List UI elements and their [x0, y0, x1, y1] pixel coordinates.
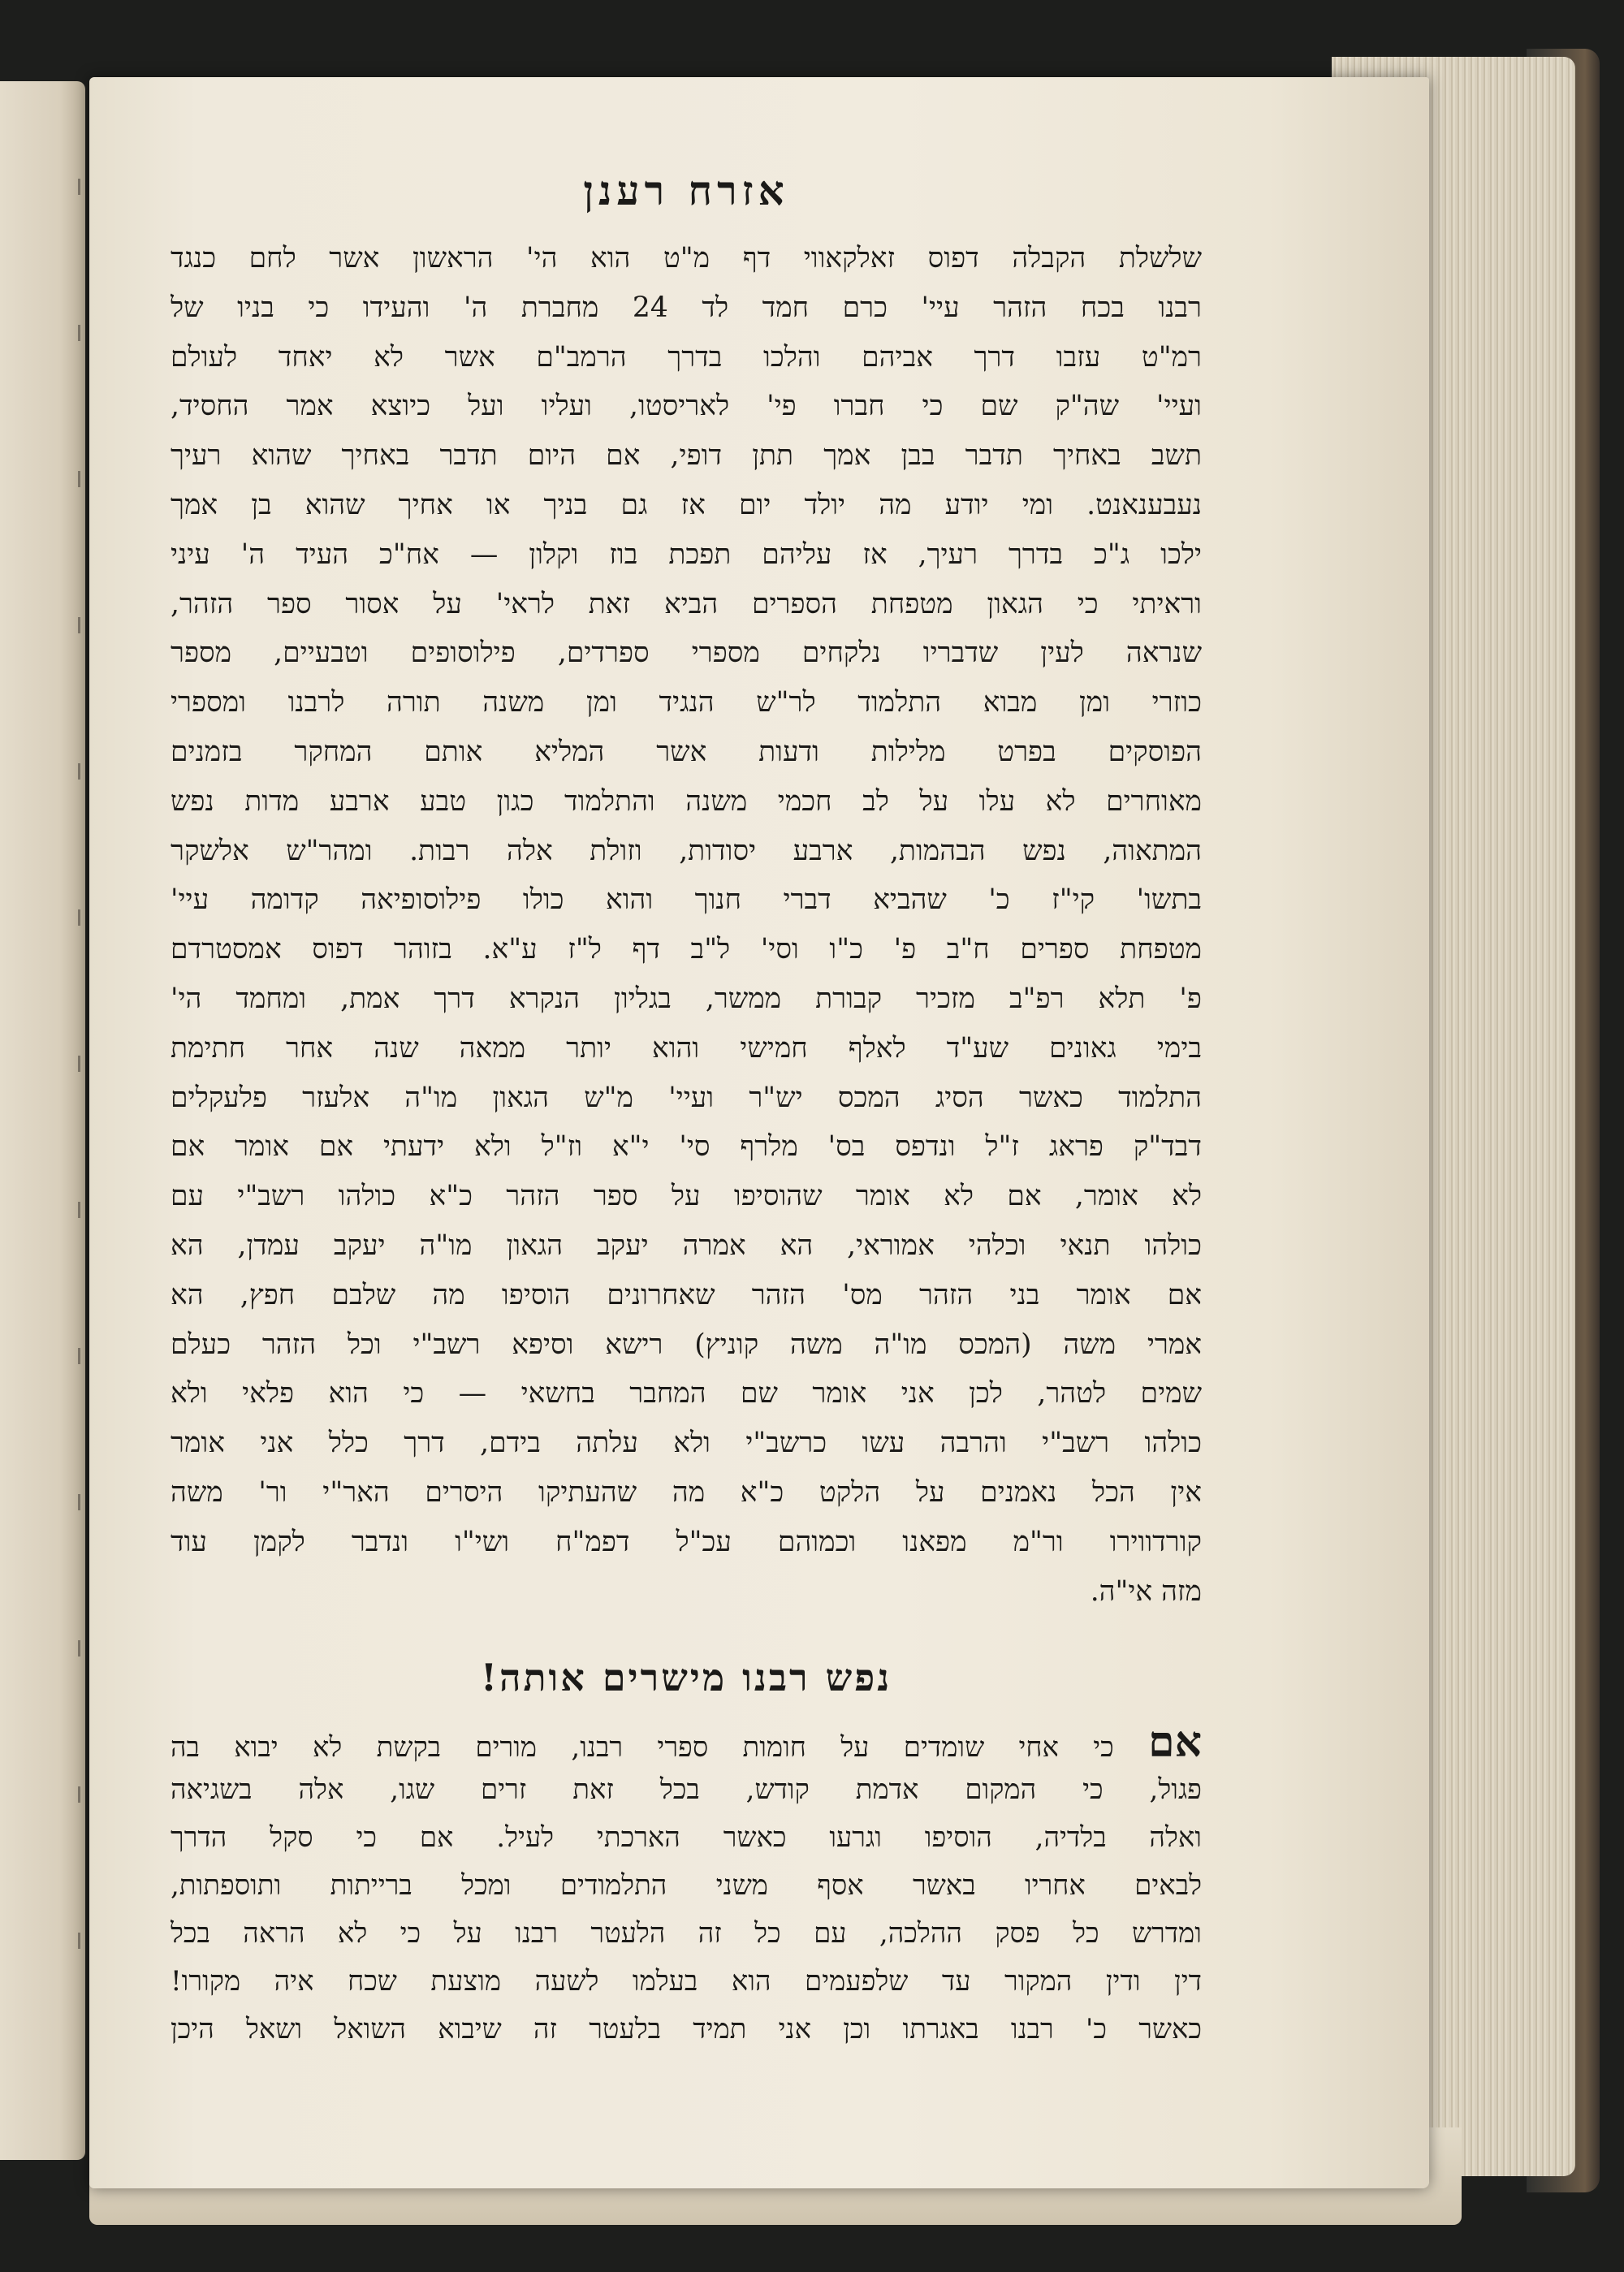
text-line: כאשר כ' רבנו באגרתו וכן אני תמיד בלעטר זה שיבוא השואל ושאל היכן — [171, 2013, 1202, 2046]
text-line: אם אומר בני הזהר מס' הזהר שאחרונים הוסיפו מה שלבם חפץ, הא — [171, 1278, 1202, 1311]
text-line: קורדווירו ור"מ מפאנו וכמוהם עכ"ל דפמ"ח ושי"ו ונדבר לקמן עוד — [171, 1525, 1202, 1558]
text-line: בתשו' קי"ז כ' שהביא דברי חנוך והוא כולו פילוסופיאה קדומה עיי' — [171, 883, 1202, 917]
text-line: הפוסקים בפרט מלילות ודעות אשר המליא אותם המחקר בזמנים — [171, 735, 1202, 768]
text-line: שלשלת הקבלה דפוס זאלקאווי דף מ"ט הוא הי' הראשון אשר לחם כנגד — [171, 242, 1202, 274]
text-line-first — [171, 1718, 1202, 1766]
text-line: מאוחרים לא עלו על לב חכמי משנה והתלמוד כגון טבע ארבע מדות נפש — [171, 784, 1202, 818]
running-title: אזרח רענן — [583, 166, 789, 214]
text-line: דין ודין המקור עד שלפעמים הוא בעלמו לשעה מוצעת שכח איה מקורו! — [171, 1965, 1202, 1998]
section-heading: נפש רבנו מישרים אותה! — [480, 1656, 892, 1700]
text-line: נעבענאנט. ומי יודע מה יולד יום אז גם בניך או אחיך שהוא בן אמך — [171, 488, 1202, 521]
text-line: רבנו בכח הזהר עיי' כרם חמד לד 24 מחברת ה' והעידו כי בניו של — [171, 291, 1202, 324]
text-line: תשב באחיך תדבר בבן אמך תתן דופי, אם היום תדבר באחיך שהוא רעיך — [171, 439, 1202, 473]
text-line: המתאוה, נפש הבהמות, ארבע יסודות, וזולת אלה רבות. ומהר"ש אלשקר — [171, 834, 1202, 867]
text-line: ילכו ג"כ בדרך רעיך, אז עליהם תפכת בוז וקלון — אח"כ העיד ה' עיני — [171, 538, 1202, 571]
text-line: מטפחת ספרים ח"ב פ' כ"ו וסי' ל"ב דף ל"ז ע"א. בזוהר דפוס אמסטרדם — [171, 933, 1202, 966]
paragraph-1 — [171, 234, 1202, 1616]
text-line: רמ"ט עזבו דרך אביהם והלכו בדרך הרמב"ם אשר לא יאחד לעולם — [171, 340, 1202, 374]
drop-cap: אם — [1148, 1718, 1202, 1767]
text-line: פגול, כי המקום אדמת קודש, בכל זאת זרים שגו, אלה בשגיאה — [171, 1773, 1202, 1807]
text-line: וראיתי כי הגאון מטפחת הספרים הביא זאת לראי' על אסור ספר הזהר, — [171, 587, 1202, 620]
text-line: ועיי' שה"ק שם כי חברו פי' לאריסטו, ועליו ועל כיוצא אמר החסיד, — [171, 390, 1202, 423]
text-line: התלמוד כאשר הסיג המכס יש"ר ועיי' מ"ש הגאון מו"ה אלעזר פלעקלים — [171, 1081, 1202, 1114]
text-line: בימי גאונים שע"ד לאלף חמישי והוא יותר ממאה שנה אחר חתימת — [171, 1031, 1202, 1065]
text-line: כולהו רשב"י והרבה עשו כרשב"י ולא עלתה בידם, דרך כלל אני אומר — [171, 1427, 1202, 1460]
text-line: מזה אי"ה. — [1090, 1574, 1202, 1608]
text-line: דבד"ק פראג ז"ל ונדפס בס' מלרף סי' י"א וז"ל ולא ידעתי אם אומר אם — [171, 1130, 1202, 1164]
text-line: ומדרש כל פסק ההלכה, עם כל זה הלעטר רבנו על כי לא הראה בכל — [171, 1917, 1202, 1950]
first-line-text: כי אחי שומדים על חומות ספרי רבנו, מורים בקשת לא יבוא בה — [171, 1731, 1114, 1764]
text-line: אמרי משה (המכס מו"ה משה קוניץ) רישא וסיפא רשב"י וכל הזהר כעלם — [171, 1328, 1202, 1361]
text-line: שנראה לעין שדבריו נלקחים מספרי ספרדים, פילוסופים וטבעיים, מספר — [171, 637, 1202, 670]
text-line: אין הכל נאמנים על הלקט כ"א מה שהעתיקו היסרים האר"י ור' משה — [171, 1475, 1202, 1509]
text-line: ואלה בלדיה, הוסיפו וגרעו כאשר הארכתי לעיל. אם כי סקל הדרך — [171, 1821, 1202, 1855]
text-line: פ' תלא רפ"ב מזכיר קבורת ממשר, בגליון הנקרא דרך אמת, ומחמד הי' — [171, 982, 1202, 1015]
paragraph-2 — [171, 1718, 1202, 2054]
text-line: לבאים אחריו באשר אסף משני התלמודים ומכל ברייתות ותוספתות, — [171, 1869, 1202, 1903]
page-content — [171, 162, 1202, 2054]
text-line: לא אומר, אם לא אומר שהוסיפו על ספר הזהר כ"א כולהו רשב"י עם — [171, 1180, 1202, 1213]
text-line: כולהו תנאי וכלהי אמוראי, הא אמרה יעקב הגאון מו"ה יעקב עמדן, הא — [171, 1229, 1202, 1262]
text-line: כוזרי ומן מבוא התלמוד לר"ש הנגיד ומן משנה תורה לרבנו ומספרי — [171, 686, 1202, 719]
text-line: שמים לטהר, לכן אני אומר שם המחבר בחשאי — כי הוא פלאי ולא — [171, 1377, 1202, 1410]
left-page-fragment — [0, 81, 85, 2160]
